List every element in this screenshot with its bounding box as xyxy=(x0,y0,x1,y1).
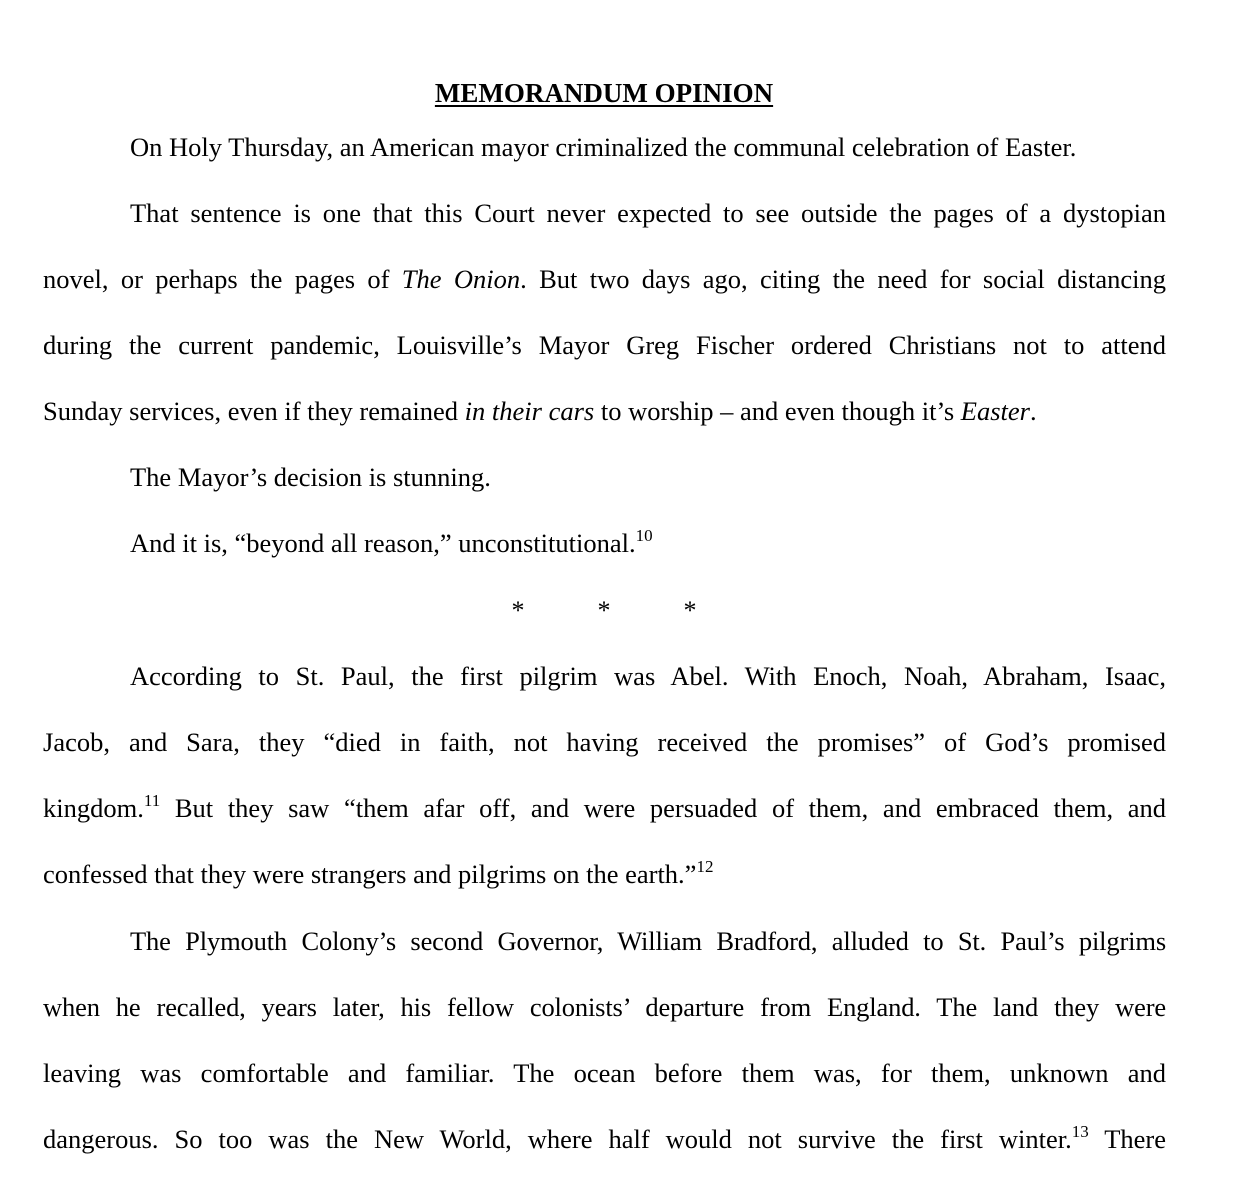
paragraph-line xyxy=(130,657,1166,695)
footnote-marker: 11 xyxy=(143,791,161,810)
paragraph-line xyxy=(43,392,1166,430)
section-break-star: * xyxy=(597,596,611,625)
line-text: confessed that they were strangers and pilgrims on the earth.” xyxy=(43,859,697,889)
line-text: That sentence is one that this Court never expected to see outside the pages of a dystopian xyxy=(130,198,1166,228)
paragraph-line xyxy=(130,524,1166,562)
line-text: novel, or perhaps the pages of xyxy=(43,264,402,294)
paragraph-line xyxy=(43,988,1166,1026)
publication-title: The Onion xyxy=(401,264,521,294)
page-title: MEMORANDUM OPINION xyxy=(434,78,774,108)
emphasis-text: Easter xyxy=(960,396,1030,426)
paragraph-line xyxy=(130,128,1166,166)
paragraph-line xyxy=(43,1054,1166,1092)
paragraph-line xyxy=(43,855,1166,893)
paragraph-line xyxy=(43,723,1166,761)
paragraph-line xyxy=(43,326,1166,364)
line-text: The Mayor’s decision is stunning. xyxy=(130,462,491,492)
paragraph-line xyxy=(130,458,1166,496)
line-text: The Plymouth Colony’s second Governor, William Bradford, alluded to St. Paul’s pilgrims xyxy=(130,926,1166,956)
paragraph-line xyxy=(43,1120,1166,1158)
line-text: leaving was comfortable and familiar. The ocean before them was, for them, unknown and xyxy=(43,1058,1166,1088)
line-text: On Holy Thursday, an American mayor criminalized the communal celebration of Easter. xyxy=(130,132,1077,162)
line-text: . xyxy=(1029,396,1037,426)
line-text: But they saw “them afar off, and were persuaded of them, and embraced them, and xyxy=(160,793,1166,823)
paragraph-line xyxy=(130,194,1166,232)
line-text: Jacob, and Sara, they “died in faith, not having received the promises” of God’s promised xyxy=(43,727,1166,757)
line-text: Sunday services, even if they remained xyxy=(43,396,465,426)
line-text: during the current pandemic, Louisville’s Mayor Greg Fischer ordered Christians not to attend xyxy=(43,330,1166,360)
line-text: There xyxy=(1088,1124,1167,1154)
section-break-star: * xyxy=(683,596,697,625)
footnote-marker: 10 xyxy=(635,526,653,545)
line-text: dangerous. So too was the New World, where half would not survive the first winter. xyxy=(43,1124,1072,1154)
section-break-star: * xyxy=(511,596,525,625)
line-text: According to St. Paul, the first pilgrim was Abel. With Enoch, Noah, Abraham, Isaac, xyxy=(130,661,1166,691)
line-text: . But two days ago, citing the need for social distancing xyxy=(520,264,1167,294)
paragraph-line xyxy=(130,922,1166,960)
line-text: when he recalled, years later, his fellow colonists’ departure from England. The land they were xyxy=(43,992,1166,1022)
line-text: to worship – and even though it’s xyxy=(594,396,961,426)
section-break xyxy=(0,592,1208,630)
emphasis-text: in their cars xyxy=(464,396,595,426)
line-text: And it is, “beyond all reason,” unconstitutional. xyxy=(130,528,636,558)
footnote-marker: 12 xyxy=(696,857,714,876)
paragraph-line xyxy=(43,789,1166,827)
paragraph-line xyxy=(43,260,1166,298)
line-text: kingdom. xyxy=(43,793,144,823)
footnote-marker: 13 xyxy=(1071,1122,1089,1141)
